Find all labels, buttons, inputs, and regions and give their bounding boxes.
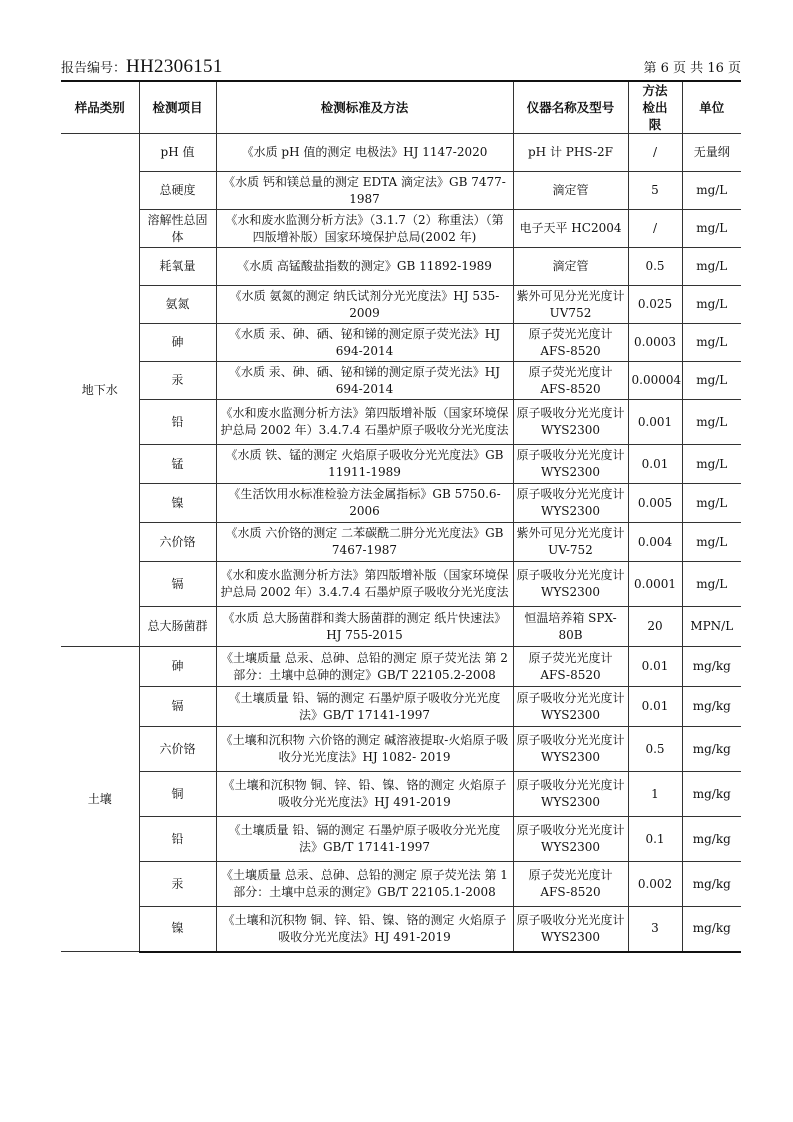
detection-limit-cell: 0.0001 (628, 562, 682, 607)
unit-cell: mg/kg (682, 862, 741, 907)
test-methods-table (61, 80, 741, 953)
standard-method-cell: 《土壤质量 总汞、总砷、总铅的测定 原子荧光法 第 1 部分：土壤中总汞的测定》GB/T 22105.1-2008 (216, 862, 513, 907)
test-item-cell: 镉 (139, 687, 216, 727)
standard-method-cell: 《生活饮用水标准检验方法金属指标》GB 5750.6-2006 (216, 484, 513, 523)
test-item-cell: 砷 (139, 647, 216, 687)
table-row (61, 687, 741, 727)
table-row (61, 523, 741, 562)
table-row (61, 647, 741, 687)
table-row (61, 907, 741, 952)
unit-cell: 无量纲 (682, 134, 741, 172)
instrument-cell: 原子吸收分光光度计 WYS2300 (513, 907, 628, 952)
test-item-cell: 汞 (139, 862, 216, 907)
report-number-code: HH2306151 (126, 56, 223, 77)
test-item-cell: 总大肠菌群 (139, 607, 216, 647)
standard-method-cell: 《水质 六价铬的测定 二苯碳酰二肼分光光度法》GB 7467-1987 (216, 523, 513, 562)
standard-method-cell: 《水质 总大肠菌群和粪大肠菌群的测定 纸片快速法》HJ 755-2015 (216, 607, 513, 647)
detection-limit-cell: / (628, 134, 682, 172)
sample-category-cell: 地下水 (61, 134, 139, 647)
table-row (61, 562, 741, 607)
unit-cell: mg/kg (682, 907, 741, 952)
header-test-item: 检测项目 (139, 81, 216, 134)
standard-method-cell: 《水质 铁、锰的测定 火焰原子吸收分光光度法》GB 11911-1989 (216, 445, 513, 484)
detection-limit-cell: 0.002 (628, 862, 682, 907)
instrument-cell: 原子吸收分光光度计 WYS2300 (513, 772, 628, 817)
table-body (61, 134, 741, 952)
detection-limit-cell: 5 (628, 172, 682, 210)
standard-method-cell: 《水和废水监测分析方法》第四版增补版（国家环境保护总局 2002 年）3.4.7.4 石墨炉原子吸收分光光度法 (216, 400, 513, 445)
header-instrument: 仪器名称及型号 (513, 81, 628, 134)
test-item-cell: 砷 (139, 324, 216, 362)
test-item-cell: 铅 (139, 400, 216, 445)
table-row (61, 134, 741, 172)
test-item-cell: 镍 (139, 484, 216, 523)
standard-method-cell: 《土壤质量 铅、镉的测定 石墨炉原子吸收分光光度法》GB/T 17141-1997 (216, 817, 513, 862)
detection-limit-cell: 0.004 (628, 523, 682, 562)
instrument-cell: 原子荧光光度计 AFS-8520 (513, 862, 628, 907)
unit-cell: mg/L (682, 210, 741, 248)
test-item-cell: 镍 (139, 907, 216, 952)
table-row (61, 817, 741, 862)
unit-cell: mg/kg (682, 772, 741, 817)
standard-method-cell: 《水质 钙和镁总量的测定 EDTA 滴定法》GB 7477-1987 (216, 172, 513, 210)
detection-limit-cell: 0.1 (628, 817, 682, 862)
unit-cell: mg/L (682, 248, 741, 286)
table-row (61, 862, 741, 907)
sample-category-cell: 土壤 (61, 647, 139, 952)
standard-method-cell: 《土壤和沉积物 铜、锌、铅、镍、铬的测定 火焰原子吸收分光光度法》HJ 491-2019 (216, 907, 513, 952)
header-unit: 单位 (682, 81, 741, 134)
standard-method-cell: 《水质 汞、砷、硒、铋和锑的测定原子荧光法》HJ 694-2014 (216, 362, 513, 400)
test-item-cell: pH 值 (139, 134, 216, 172)
test-item-cell: 铅 (139, 817, 216, 862)
standard-method-cell: 《水质 高锰酸盐指数的测定》GB 11892-1989 (216, 248, 513, 286)
detection-limit-cell: 0.5 (628, 248, 682, 286)
table-row (61, 607, 741, 647)
table-row (61, 400, 741, 445)
instrument-cell: 原子吸收分光光度计 WYS2300 (513, 687, 628, 727)
header-detection-limit: 方法检出限 (628, 81, 682, 134)
standard-method-cell: 《水质 氨氮的测定 纳氏试剂分光光度法》HJ 535-2009 (216, 286, 513, 324)
instrument-cell: 原子吸收分光光度计 WYS2300 (513, 484, 628, 523)
table-row (61, 324, 741, 362)
table-row (61, 210, 741, 248)
detection-limit-cell: 0.025 (628, 286, 682, 324)
table-row (61, 248, 741, 286)
standard-method-cell: 《土壤质量 总汞、总砷、总铅的测定 原子荧光法 第 2 部分：土壤中总砷的测定》GB/T 22105.2-2008 (216, 647, 513, 687)
unit-cell: mg/L (682, 484, 741, 523)
standard-method-cell: 《水质 汞、砷、硒、铋和锑的测定原子荧光法》HJ 694-2014 (216, 324, 513, 362)
page-indicator: 第 6 页 共 16 页 (643, 61, 741, 76)
detection-limit-cell: 0.01 (628, 445, 682, 484)
test-item-cell: 六价铬 (139, 727, 216, 772)
standard-method-cell: 《土壤质量 铅、镉的测定 石墨炉原子吸收分光光度法》GB/T 17141-1997 (216, 687, 513, 727)
unit-cell: mg/kg (682, 727, 741, 772)
detection-limit-cell: 0.01 (628, 687, 682, 727)
detection-limit-cell: 3 (628, 907, 682, 952)
detection-limit-cell: / (628, 210, 682, 248)
unit-cell: mg/L (682, 400, 741, 445)
unit-cell: mg/L (682, 562, 741, 607)
test-item-cell: 氨氮 (139, 286, 216, 324)
detection-limit-cell: 1 (628, 772, 682, 817)
instrument-cell: 原子吸收分光光度计 WYS2300 (513, 400, 628, 445)
table-row (61, 727, 741, 772)
detection-limit-cell: 0.001 (628, 400, 682, 445)
detection-limit-cell: 0.00004 (628, 362, 682, 400)
instrument-cell: 紫外可见分光光度计 UV-752 (513, 523, 628, 562)
table-row (61, 362, 741, 400)
standard-method-cell: 《水质 pH 值的测定 电极法》HJ 1147-2020 (216, 134, 513, 172)
instrument-cell: 恒温培养箱 SPX-80B (513, 607, 628, 647)
test-item-cell: 六价铬 (139, 523, 216, 562)
unit-cell: mg/kg (682, 687, 741, 727)
table-row (61, 445, 741, 484)
instrument-cell: 原子吸收分光光度计 WYS2300 (513, 817, 628, 862)
header-standard-method: 检测标准及方法 (216, 81, 513, 134)
instrument-cell: 原子吸收分光光度计 WYS2300 (513, 727, 628, 772)
detection-limit-cell: 0.5 (628, 727, 682, 772)
detection-limit-cell: 0.0003 (628, 324, 682, 362)
instrument-cell: 紫外可见分光光度计 UV752 (513, 286, 628, 324)
test-item-cell: 汞 (139, 362, 216, 400)
test-item-cell: 锰 (139, 445, 216, 484)
instrument-cell: 原子荧光光度计 AFS-8520 (513, 362, 628, 400)
unit-cell: mg/kg (682, 647, 741, 687)
test-item-cell: 镉 (139, 562, 216, 607)
test-item-cell: 铜 (139, 772, 216, 817)
instrument-cell: 原子荧光光度计 AFS-8520 (513, 324, 628, 362)
unit-cell: mg/L (682, 172, 741, 210)
unit-cell: mg/kg (682, 817, 741, 862)
test-item-cell: 总硬度 (139, 172, 216, 210)
table-row (61, 172, 741, 210)
table-header-row (61, 81, 741, 134)
instrument-cell: 电子天平 HC2004 (513, 210, 628, 248)
standard-method-cell: 《水和废水监测分析方法》第四版增补版（国家环境保护总局 2002 年）3.4.7.4 石墨炉原子吸收分光光度法 (216, 562, 513, 607)
table-row (61, 772, 741, 817)
instrument-cell: 滴定管 (513, 172, 628, 210)
unit-cell: MPN/L (682, 607, 741, 647)
standard-method-cell: 《水和废水监测分析方法》（3.1.7（2）称重法）（第四版增补版）国家环境保护总局(2002 年) (216, 210, 513, 248)
unit-cell: mg/L (682, 324, 741, 362)
standard-method-cell: 《土壤和沉积物 六价铬的测定 碱溶液提取-火焰原子吸收分光光度法》HJ 1082- 2019 (216, 727, 513, 772)
instrument-cell: 滴定管 (513, 248, 628, 286)
table-row (61, 484, 741, 523)
unit-cell: mg/L (682, 445, 741, 484)
instrument-cell: 原子吸收分光光度计 WYS2300 (513, 445, 628, 484)
instrument-cell: 原子荧光光度计 AFS-8520 (513, 647, 628, 687)
standard-method-cell: 《土壤和沉积物 铜、锌、铅、镍、铬的测定 火焰原子吸收分光光度法》HJ 491-2019 (216, 772, 513, 817)
report-number-label: 报告编号： (61, 61, 127, 76)
header-sample-category: 样品类别 (61, 81, 139, 134)
detection-limit-cell: 0.005 (628, 484, 682, 523)
unit-cell: mg/L (682, 362, 741, 400)
test-item-cell: 耗氧量 (139, 248, 216, 286)
detection-limit-cell: 20 (628, 607, 682, 647)
table-row (61, 286, 741, 324)
test-item-cell: 溶解性总固体 (139, 210, 216, 248)
detection-limit-cell: 0.01 (628, 647, 682, 687)
report-number (61, 56, 223, 78)
unit-cell: mg/L (682, 286, 741, 324)
unit-cell: mg/L (682, 523, 741, 562)
instrument-cell: 原子吸收分光光度计 WYS2300 (513, 562, 628, 607)
instrument-cell: pH 计 PHS-2F (513, 134, 628, 172)
page-header (61, 54, 741, 78)
